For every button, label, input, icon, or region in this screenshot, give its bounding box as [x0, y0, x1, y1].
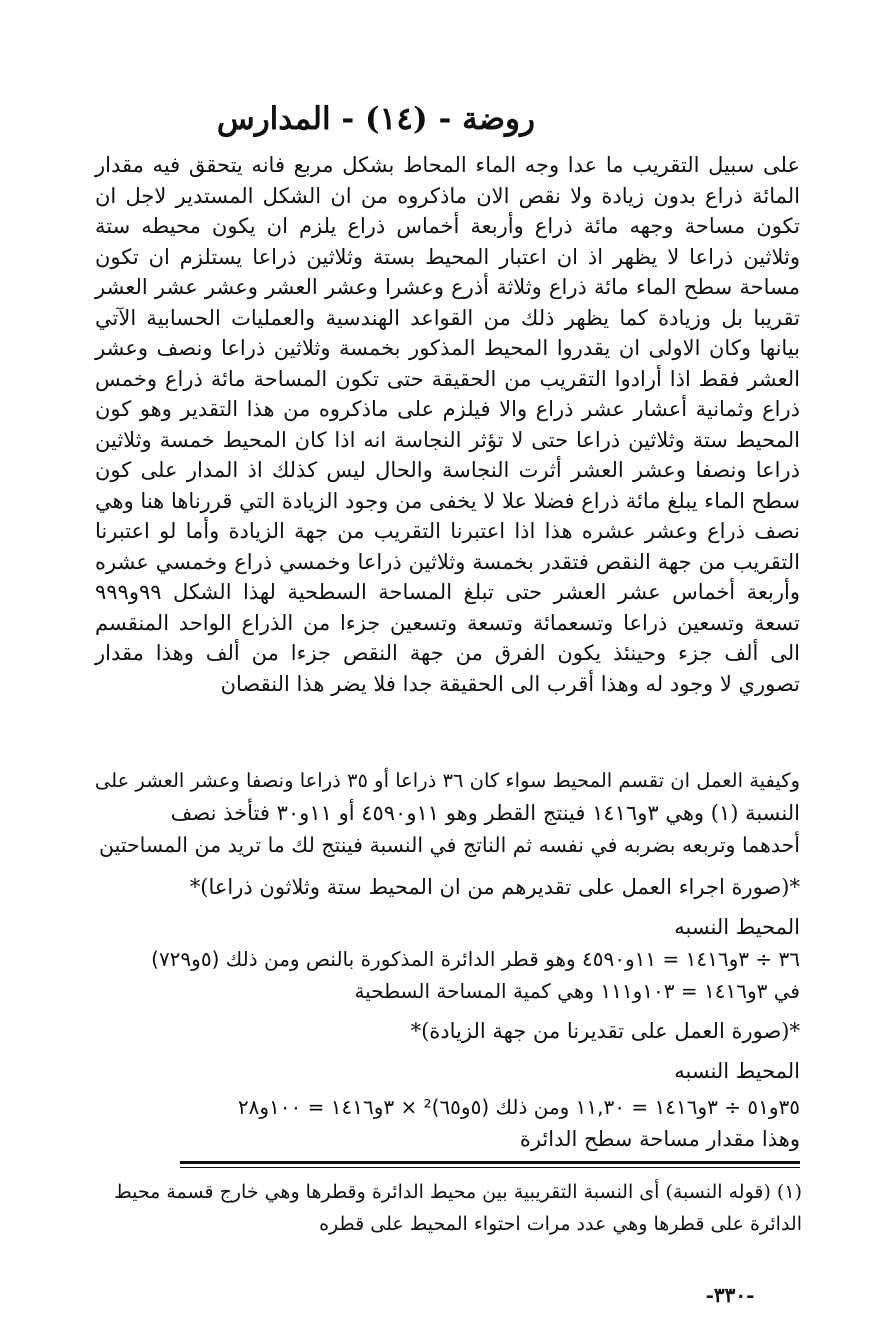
- footnote-line-2: الدائرة على قطرها وهي عدد مرات احتواء المحيط على قطره: [319, 1213, 802, 1235]
- example2-equation-1: ٣٥و٥١ ÷ ٣و١٤١٦ = ١١,٣٠ ومن ذلك (٥و٦٥)² × ٣و١٤١٦ = ١٠٠و٢٨: [237, 1095, 800, 1119]
- example1-heading: *(صورة اجراء العمل على تقديرهم من ان المحيط ستة وثلاثون ذراعا)*: [189, 875, 800, 899]
- example2-equation-2: وهذا مقدار مساحة سطح الدائرة: [519, 1127, 800, 1151]
- footnote: [112, 1176, 802, 1256]
- footnote-line-1: (١) (قوله النسبة) أى النسبة التقريبية بين محيط الدائرة وقطرها وهي خارج قسمة محيط: [114, 1181, 802, 1203]
- main-paragraph: [95, 150, 800, 760]
- paragraph-text: على سبيل التقريب ما عدا وجه الماء المحاط بشكل مربع فانه يتحقق فيه مقدار المائة ذراع بدون زيادة ولا نقص الان ماذكروه من ان الشكل المستدير لاجل ان تكون مساحة وجهه مائة ذراع وأربعة أخماس ذراع يلزم ان يكون محيطه ستة وثلاثين ذراعا لا يظهر اذ ان اعتبار المحيط بستة وثلاثين ذراعا يستلزم ان تكون مساحة سطح الماء مائة ذراع وثلاثة أذرع وعشرا وعشر العشر وعشر عشر العشر تقريبا بل وزيادة كما يظهر ذلك من القواعد الهندسية والعمليات الحسابية الآتي بيانها وكان الاولى ان يقدروا المحيط المذكور بخمسة وثلاثين ذراعا ونصف وعشر العشر فقط اذا أرادوا التقريب من الحقيقة حتى تكون المساحة مائة ذراع وخمس ذراع وثمانية أعشار عشر ذراع والا فيلزم على ماذكروه من هذا التقدير وهو كون المحيط ستة وثلاثين ذراعا حتى لا تؤثر النجاسة انه اذا كان المحيط خمسة وثلاثين ذراعا ونصفا وعشر العشر أثرت النجاسة والحال ليس كذلك اذ المدار على كون سطح الماء يبلغ مائة ذراع فضلا علا لا يخفى من وجود الزيادة التي قررناها هنا وهي نصف ذراع وعشر عشره هذا اذا اعتبرنا التقريب من جهة الزيادة وأما لو اعتبرنا التقريب من جهة النقص فتقدر بخمسة وثلاثين ذراعا وخمسي ذراع وخمسي عشره وأربعة أخماس عشر العشر حتى تبلغ المساحة السطحية لهذا الشكل ٩٩و٩٩٩ تسعة وتسعين ذراعا وتسعمائة وتسعة وتسعين جزءا من الذراع الواحد المنقسم الى ألف جزء وحينئذ يكون الفرق من جهة النقص جزءا من ألف وهذا مقدار تصوري لا وجود له وهذا أقرب الى الحقيقة جدا فلا يضر هذا النقصان: [95, 153, 800, 696]
- example2-heading: *(صورة العمل على تقديرنا من جهة الزيادة)*: [410, 1019, 800, 1043]
- example1-equation-2: في ٣و١٤١٦ = ١٠٣و١١١ وهي كمية المساحة السطحية: [354, 979, 800, 1003]
- footnote-divider: [180, 1161, 800, 1164]
- method-line-2: النسبة (١) وهي ٣و١٤١٦ فينتج القطر وهو ١١و٤٥٩٠ أو ١١و٣٠ فتأخذ نصف: [170, 801, 800, 825]
- footnote-divider-thin: [180, 1167, 800, 1168]
- page-number: -٣٣٠-: [705, 1283, 755, 1307]
- method-line-3: أحدهما وتربعه بضربه في نفسه ثم الناتج في النسبة فينتج لك ما تريد من المساحتين: [98, 833, 800, 857]
- example1-equation-1: ٣٦ ÷ ٣و١٤١٦ = ١١و٤٥٩٠ وهو قطر الدائرة المذكورة بالنص ومن ذلك (٥و٧٢٩): [151, 947, 800, 971]
- example1-labels: المحيط النسبه: [674, 915, 800, 939]
- page-title: روضة - (١٤) - المدارس: [216, 101, 535, 137]
- method-line-1: وكيفية العمل ان تقسم المحيط سواء كان ٣٦ ذراعا أو ٣٥ ذراعا ونصفا وعشر العشر على: [94, 769, 800, 792]
- example2-labels: المحيط النسبه: [674, 1059, 800, 1083]
